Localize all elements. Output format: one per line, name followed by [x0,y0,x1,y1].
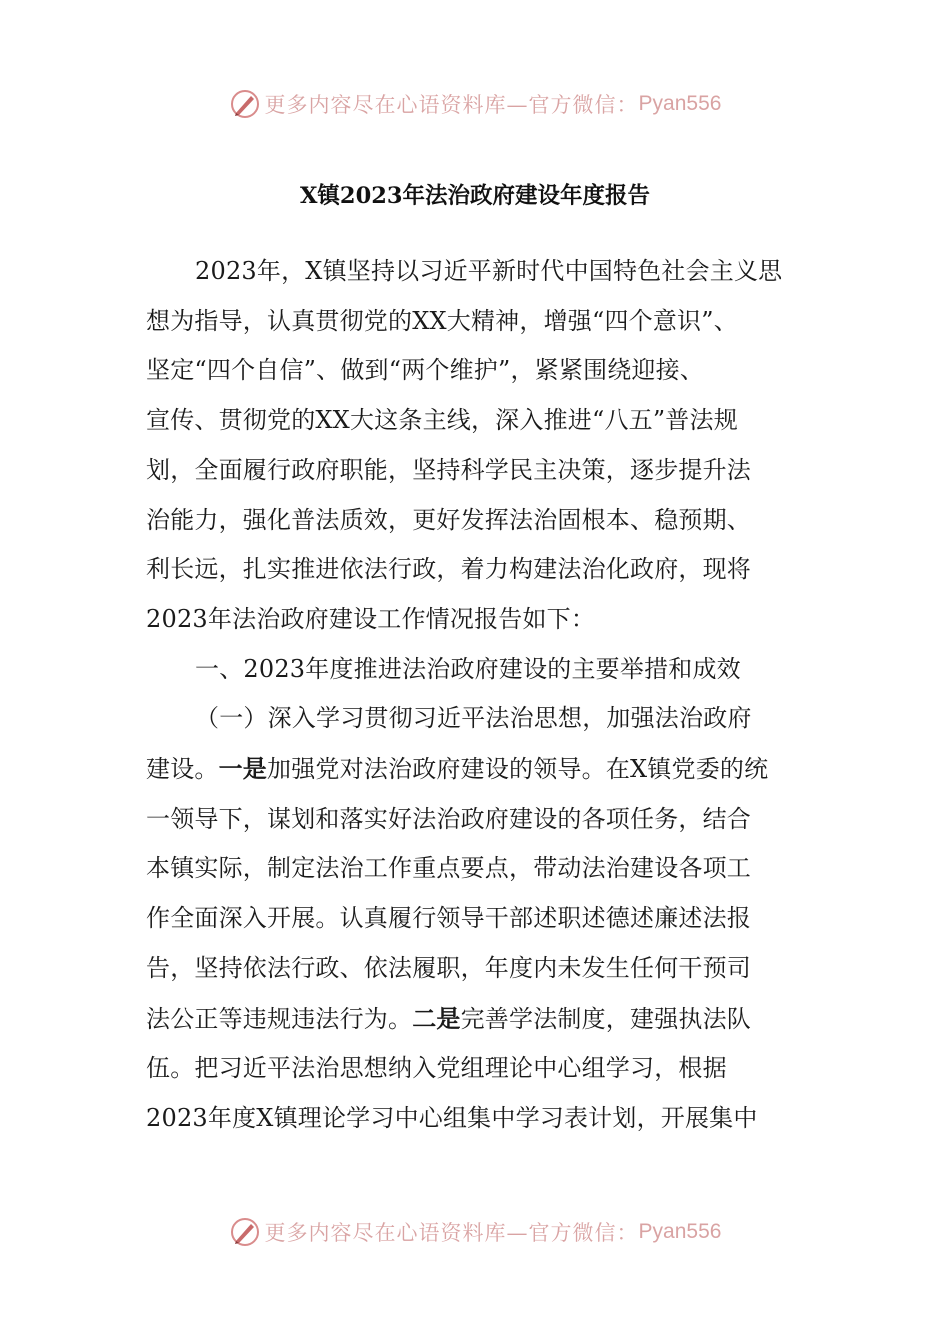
paragraph-line [146,744,808,795]
text-run: 加强党对法治政府建设的领导。在X镇党委的统 [267,755,769,784]
pen-logo-icon [229,1216,261,1248]
text-run: 完善学法制度，建强执法队 [460,1004,752,1033]
document-title: X镇2023年法治政府建设年度报告 [299,183,651,209]
watermark-wechat-id: Pyan556 [638,92,722,115]
paragraph-line: 利长远，扎实推进依法行政，着力构建法治化政府，现将 [146,555,751,584]
pen-logo-icon [229,88,261,120]
paragraph-line: 作全面深入开展。认真履行领导干部述职述德述廉述法报 [146,904,751,933]
paragraph-line: 划，全面履行政府职能，坚持科学民主决策，逐步提升法 [146,455,751,484]
paragraph-line: 治能力，强化普法质效，更好发挥法治固根本、稳预期、 [146,505,751,534]
paragraph-line: 宣传、贯彻党的XX大这条主线，深入推进“八五”普法规 [146,406,738,435]
text-run: 建设。 [146,755,219,784]
watermark-text: 更多内容尽在心语资料库—官方微信： [264,1221,639,1245]
section-heading: 一、2023年度推进法治政府建设的主要举措和成效 [195,654,741,683]
bold-marker: 一是 [218,754,268,784]
text-run: 法公正等违规违法行为。 [146,1004,413,1033]
bold-marker: 二是 [412,1003,461,1033]
document-body [146,247,808,1144]
header-watermark [0,84,950,124]
paragraph-line: 想为指导，认真贯彻党的XX大精神，增强“四个意识”、 [146,306,738,335]
paragraph-line: 2023年度X镇理论学习中心组集中学习表计划，开展集中 [146,1103,758,1132]
footer-watermark [0,1212,950,1252]
watermark-wechat-id: Pyan556 [638,1220,722,1243]
paragraph-line: 本镇实际，制定法治工作重点要点，带动法治建设各项工 [146,854,751,883]
paragraph-line: 一领导下，谋划和落实好法治政府建设的各项任务，结合 [146,804,751,833]
subsection-heading: （一）深入学习贯彻习近平法治思想，加强法治政府 [195,704,752,733]
paragraph-line [146,994,808,1045]
paragraph-line: 2023年，X镇坚持以习近平新时代中国特色社会主义思 [195,257,783,285]
paragraph-line: 2023年法治政府建设工作情况报告如下： [146,604,596,633]
paragraph-line: 告，坚持依法行政、依法履职，年度内未发生任何干预司 [146,953,751,982]
paragraph-line: 伍。把习近平法治思想纳入党组理论中心组学习，根据 [146,1054,727,1083]
watermark-text: 更多内容尽在心语资料库—官方微信： [264,93,639,117]
paragraph-line: 坚定“四个自信”、做到“两个维护”，紧紧围绕迎接、 [146,356,705,385]
